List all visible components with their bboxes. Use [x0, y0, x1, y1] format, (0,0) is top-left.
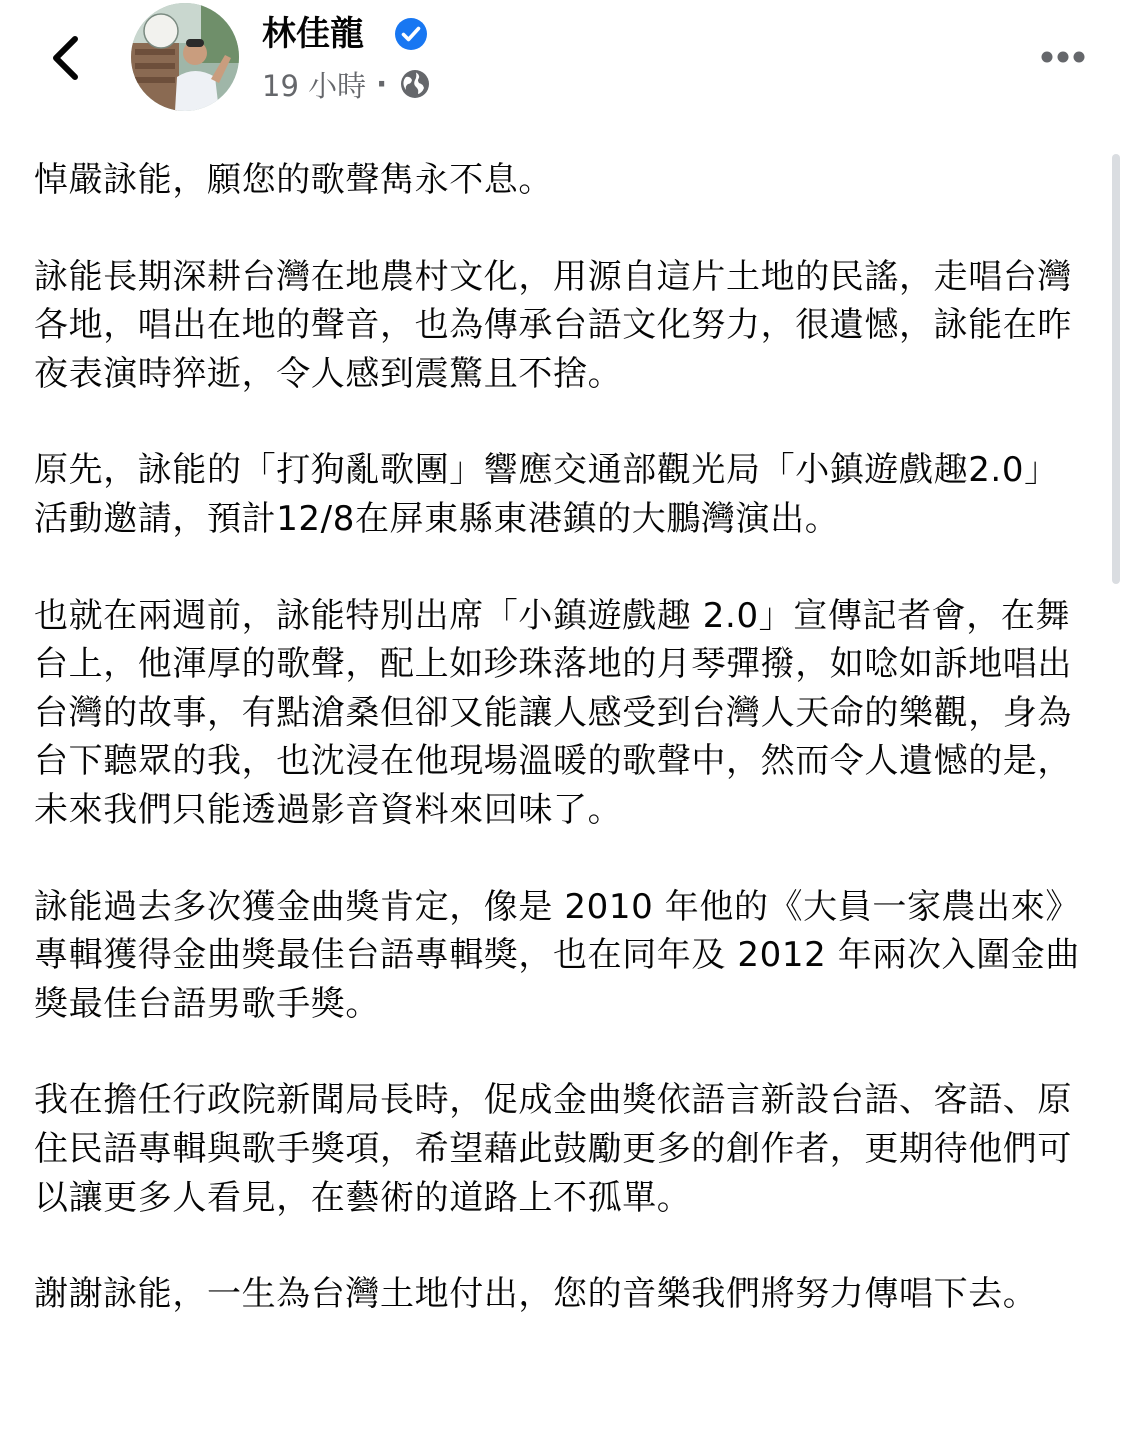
post-body — [34, 156, 1084, 1367]
post-paragraph: 也就在兩週前，詠能特別出席「小鎮遊戲趣 2.0」宣傳記者會，在舞台上，他渾厚的歌聲，配上如珍珠落地的月琴彈撥，如唸如訴地唱出台灣的故事，有點滄桑但卻又能讓人感受到台灣人天命的樂觀，身為台下聽眾的我，也沈浸在他現場溫暖的歌聲中，然而令人遺憾的是，未來我們只能透過影音資料來回味了。 — [34, 595, 1072, 830]
author-name[interactable]: 林佳龍 — [262, 14, 364, 54]
post-header — [0, 0, 1128, 120]
post-timestamp[interactable]: 19 小時 — [262, 68, 367, 103]
globe-icon[interactable] — [399, 68, 431, 100]
scrollbar[interactable] — [1112, 154, 1120, 584]
more-options-button[interactable] — [1036, 42, 1090, 72]
meta-separator: · — [376, 67, 388, 101]
chevron-left-icon — [50, 35, 80, 81]
more-horizontal-icon — [1040, 50, 1086, 64]
post-paragraph: 詠能長期深耕台灣在地農村文化，用源自這片土地的民謠，走唱台灣各地，唱出在地的聲音，也為傳承台語文化努力，很遺憾，詠能在昨夜表演時猝逝，令人感到震驚且不捨。 — [34, 256, 1072, 394]
post-paragraph: 謝謝詠能，一生為台灣土地付出，您的音樂我們將努力傳唱下去。 — [34, 1274, 1038, 1315]
profile-photo — [131, 3, 239, 111]
avatar[interactable] — [131, 3, 239, 111]
post-paragraph: 悼嚴詠能，願您的歌聲雋永不息。 — [34, 160, 553, 200]
post-meta — [262, 64, 431, 104]
post-paragraph: 原先，詠能的「打狗亂歌團」響應交通部觀光局「小鎮遊戲趣2.0」活動邀請，預計12/8在屏東縣東港鎮的大鵬灣演出。 — [34, 450, 1059, 539]
verified-badge-icon — [394, 17, 428, 51]
back-button[interactable] — [40, 30, 90, 86]
post-paragraph: 我在擔任行政院新聞局長時，促成金曲獎依語言新設台語、客語、原住民語專輯與歌手獎項，希望藉此鼓勵更多的創作者，更期待他們可以讓更多人看見，在藝術的道路上不孤單。 — [34, 1080, 1072, 1218]
post-paragraph: 詠能過去多次獲金曲獎肯定，像是 2010 年他的《大員一家農出來》專輯獲得金曲獎最佳台語專輯獎，也在同年及 2012 年兩次入圍金曲獎最佳台語男歌手獎。 — [34, 886, 1080, 1024]
